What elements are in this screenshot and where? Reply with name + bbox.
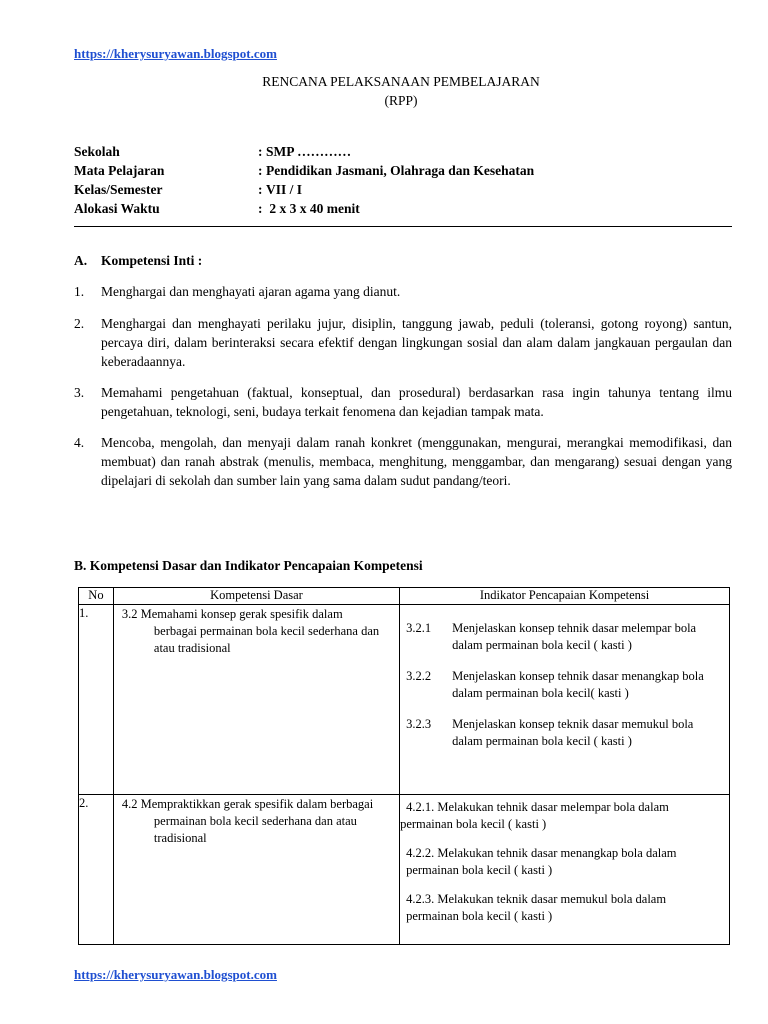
- identity-label: Sekolah: [74, 144, 120, 159]
- indicator-text: Menjelaskan konsep tehnik dasar menangkap bola dalam permainan bola kecil( kasti ): [452, 669, 704, 700]
- header-link[interactable]: https://kherysuryawan.blogspot.com: [74, 46, 277, 61]
- identity-value: VII / I: [266, 182, 303, 197]
- document-title: RENCANA PELAKSANAAN PEMBELAJARAN: [262, 74, 540, 89]
- identity-separator: :: [258, 163, 263, 178]
- kd-text: 4.2 Mempraktikkan gerak spesifik dalam berbagai permainan bola kecil sederhana dan atau tradisional: [121, 797, 374, 845]
- table-row: [79, 605, 730, 795]
- column-header-indicator: Indikator Pencapaian Kompetensi: [400, 588, 730, 605]
- section-b-heading: B. Kompetensi Dasar dan Indikator Pencapaian Kompetensi: [74, 558, 423, 573]
- list-number: 2.: [74, 316, 85, 331]
- competency-table: [78, 587, 730, 945]
- kd-cell: [113, 795, 399, 945]
- indicator-item: 4.2.3. Melakukan teknik dasar memukul bola dalam permainan bola kecil ( kasti ): [406, 892, 667, 923]
- list-number: 1.: [74, 284, 85, 299]
- list-text: Menghargai dan menghayati perilaku jujur, disiplin, tanggung jawab, peduli (toleransi, gotong royong) santun, percaya diri, dalam berinteraksi secara efektif dengan lingkungan sosial dan alam dalam jangkauan pergaulan dan keberadaannya.: [101, 316, 732, 369]
- list-item: [74, 282, 732, 301]
- list-text: Mencoba, mengolah, dan menyaji dalam ranah konkret (menggunakan, mengurai, merangkai memodifikasi, dan membuat) dan ranah abstrak (menulis, membaca, menghitung, menggambar, dan mengarang) sesuai dengan yang dipelajari di sekolah dan sumber lain yang sama dalam sudut pandang/teori.: [101, 435, 732, 488]
- list-text: Menghargai dan menghayati ajaran agama yang dianut.: [101, 284, 401, 299]
- list-item: [74, 383, 732, 421]
- identity-separator: :: [258, 144, 263, 159]
- identity-block: [74, 142, 534, 218]
- identity-value: SMP …………: [266, 144, 352, 159]
- table-header-row: [79, 588, 730, 605]
- list-item: [74, 314, 732, 371]
- indicator-item: 4.2.1. Melakukan tehnik dasar melempar bola dalam permainan bola kecil ( kasti ): [400, 800, 669, 831]
- row-number: 1.: [79, 605, 114, 795]
- column-header-kd: Kompetensi Dasar: [113, 588, 399, 605]
- indicator-item: 4.2.2. Melakukan tehnik dasar menangkap bola dalam permainan bola kecil ( kasti ): [406, 846, 677, 877]
- identity-row-subject: [74, 161, 534, 180]
- identity-row-school: [74, 142, 534, 161]
- indicator-item: [400, 620, 729, 654]
- indicator-code: 3.2.2: [406, 669, 432, 683]
- row-number: 2.: [79, 795, 114, 945]
- indicator-code: 3.2.3: [406, 717, 432, 731]
- list-text: Memahami pengetahuan (faktual, konseptual, dan prosedural) berdasarkan rasa ingin tahunya tentang ilmu pengetahuan, teknologi, seni, budaya terkait fenomena dan kejadian tampak mata.: [101, 385, 732, 419]
- indicator-text: Menjelaskan konsep tehnik dasar melempar bola dalam permainan bola kecil ( kasti ): [452, 621, 697, 652]
- indicator-item: [400, 668, 729, 702]
- indicator-cell: [400, 605, 730, 795]
- identity-value: Pendidikan Jasmani, Olahraga dan Kesehatan: [266, 163, 535, 178]
- identity-separator: :: [258, 201, 263, 216]
- document-subtitle: (RPP): [384, 93, 418, 108]
- column-header-no: No: [79, 588, 114, 605]
- kd-cell: [113, 605, 399, 795]
- identity-label: Alokasi Waktu: [74, 201, 160, 216]
- indicator-text: Menjelaskan konsep teknik dasar memukul bola dalam permainan bola kecil ( kasti ): [452, 717, 694, 748]
- divider: [74, 226, 732, 227]
- section-letter: A.: [74, 253, 88, 268]
- indicator-code: 3.2.1: [406, 621, 432, 635]
- identity-row-class: [74, 180, 534, 199]
- identity-value: 2 x 3 x 40 menit: [266, 201, 360, 216]
- identity-label: Kelas/Semester: [74, 182, 163, 197]
- table-row: [79, 795, 730, 945]
- identity-separator: :: [258, 182, 263, 197]
- kd-text: 3.2 Memahami konsep gerak spesifik dalam berbagai permainan bola kecil sederhana dan atau tradisional: [121, 607, 380, 655]
- indicator-item: [400, 716, 729, 750]
- list-number: 3.: [74, 385, 85, 400]
- footer-link[interactable]: https://kherysuryawan.blogspot.com: [74, 967, 277, 982]
- section-a-heading: [74, 251, 202, 270]
- list-number: 4.: [74, 435, 85, 450]
- identity-label: Mata Pelajaran: [74, 163, 165, 178]
- list-item: [74, 433, 732, 490]
- identity-row-time: [74, 199, 534, 218]
- section-title: Kompetensi Inti :: [101, 253, 203, 268]
- indicator-cell: [400, 795, 730, 945]
